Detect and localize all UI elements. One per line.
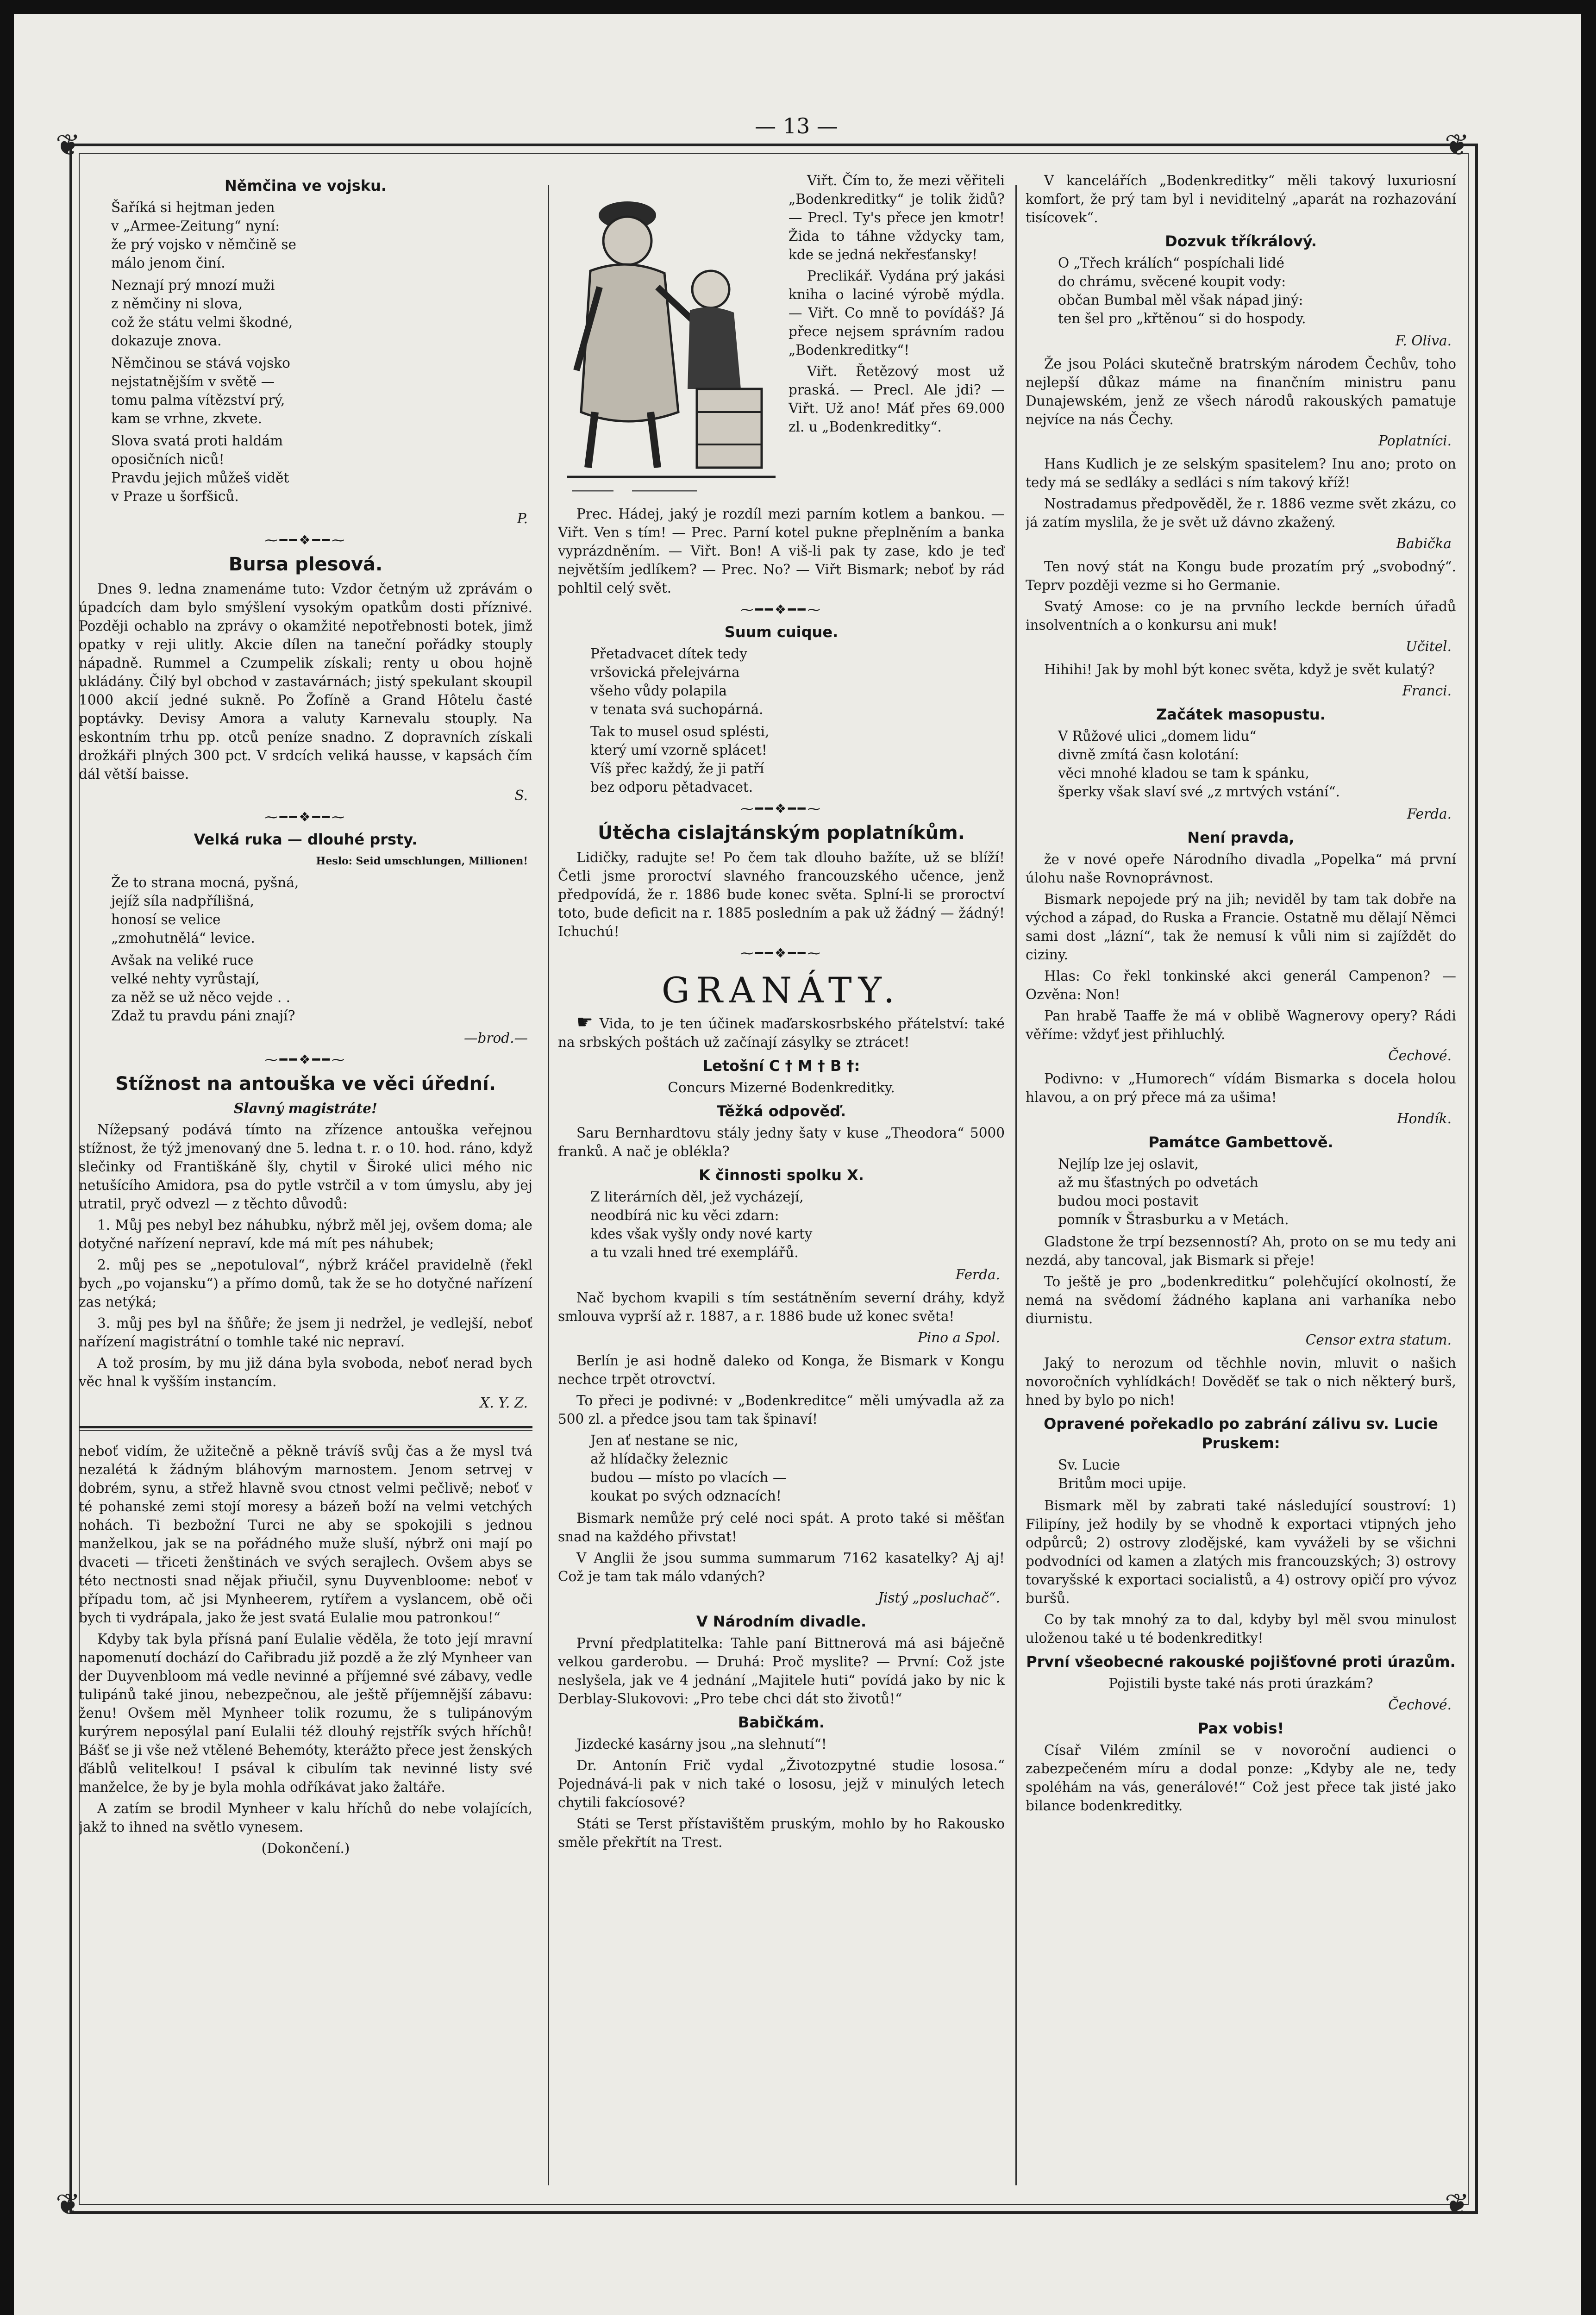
article-text: 3. můj pes byl na šňůře; že jsem ji nedržel, je vedlejší, neboť nařízení magistrátní o tomhle také nic nepraví. — [79, 1315, 532, 1350]
feuilleton-rule — [79, 1426, 532, 1431]
cartoon-illustration — [558, 171, 780, 500]
article-bursa — [79, 553, 532, 805]
item-text: Bismark měl by zabrati také následující soustroví: 1) Filipíny, jež hodily by se vhodně k exportaci vtipných jeho odpůrců; 2) ostrovy zlodějské, kam vyváželi by se všichni podvodníci od kamen a zlatých mis francouzských; 3) ostrovy tovaryšské k exportaci socialistů, a 4) ostrovy opičí pro vývoz buršů. — [1026, 1498, 1456, 1606]
verse: Šaříká si hejtman jeden v „Armee-Zeitung“ nyní: že prý vojsko v němčině se málo jenom činí. — [111, 200, 296, 271]
item-text: Státi se Terst přístavištěm pruským, mohlo by ho Rakousko směle překřtít na Trest. — [558, 1816, 1005, 1850]
item-text: V Anglii že jsou summa summarum 7162 kasatelky? Aj aj! Což je tam tak málo vdaných? — [558, 1550, 1005, 1584]
signature: Ferda. — [955, 1267, 1000, 1283]
article-text: Kdyby tak byla přísná paní Eulalie věděla, že toto její mravní napomenutí dochází do Cařibradu již pozdě a že zlý Mynheer van der Duyvenbloom má vedle nevinné a příjemné své zábavy, vedle tulipánů také jinou, nebezpečnou, ale ještě příjemnější zábavu: ženu! Ovšem měl Mynheer tolik rozumu, že s tulipánovým kurýrem neposýlal paní Eulalii též dlouhý rejstřík svých hříchů! Bášť se ji vše než vtělené Behemóty, kterážto přece jest ženských ďáblů velitelkou! I psával k cibulím tak nevinné listy své manželce, že by je byla mohla odříkávat jako žaltáře. — [79, 1631, 532, 1795]
article-nemcina — [79, 176, 532, 528]
item-title: První všeobecné rakouské pojišťovné proti úrazům. — [1026, 1653, 1456, 1671]
item-text: Concurs Mizerné Bodenkreditky. — [668, 1080, 895, 1095]
signature: Babička — [1396, 536, 1452, 551]
signature: Censor extra statum. — [1305, 1332, 1452, 1348]
article-text: Vida, to je ten účinek maďarskosrbského přátelství: také na srbských poštách už začínají zásylky se ztrácet! — [558, 1016, 1005, 1050]
item-text: Pojistili byste také nás proti úrazkám? — [1108, 1676, 1373, 1691]
divider-ornament: ⁓━━❖━━⁓ — [264, 809, 347, 825]
signature: P. — [517, 511, 528, 526]
signature: Poplatníci. — [1378, 433, 1452, 449]
item-text: Saru Bernhardtovu stály jedny šaty v kuse „Theodora“ 5000 franků. A nač je oblékla? — [558, 1125, 1005, 1159]
article-title: Němčina ve vojsku. — [224, 177, 387, 194]
item-text: V kancelářích „Bodenkreditky“ měli takový luxuriosní komfort, že prý tam byl i neviditelný „aparát na rozhazování tisícovek“. — [1026, 173, 1456, 225]
item-title: V Národním divadle. — [696, 1613, 867, 1630]
verse: V Růžové ulici „domem lidu“ divně zmítá časn kolotání: věci mnohé kladou se tam k spánku, šperky však slaví své „z mrtvých vstání“. — [1058, 728, 1340, 800]
verse: Slova svatá proti haldám oposičních niců! Pravdu jejich můžeš vidět v Praze u šorfšiců. — [111, 433, 289, 504]
signature: Čechové. — [1388, 1697, 1452, 1713]
article-text: A tož prosím, by mu již dána byla svoboda, neboť nerad bych věc hnal k vyšším instancím. — [79, 1355, 532, 1389]
corner-ornament-icon: ❦ — [56, 128, 81, 163]
divider-ornament: ⁓━━❖━━⁓ — [264, 532, 347, 548]
article-text: A zatím se brodil Mynheer v kalu hříchů do nebe volajících, jakž to ihned na světlo vynesem. — [79, 1801, 532, 1835]
item-text: Bismark nemůže prý celé noci spát. A proto také si měšťan snad na každého přivstat! — [558, 1510, 1005, 1545]
signature: —brod.— — [463, 1030, 528, 1046]
item-text: Pan hrabě Taaffe že má v oblibě Wagnerovy opery? Rádi věříme: vždyť jest přihluchlý. — [1026, 1008, 1456, 1042]
article-stiznost — [79, 1072, 532, 1412]
article-utecha — [558, 821, 1005, 941]
item-text: Jizdecké kasárny jsou „na slehnutí“! — [576, 1736, 827, 1752]
column-3 — [1026, 171, 1456, 2315]
article-text: neboť vidím, že užitečně a pěkně trávíš svůj čas a že mysl tvá nezalétá k žádným bláhovým marnostem. Jenom setrvej v dobrém, synu, a střež hlavně svou ctnost velmi pečlivě; neboť v té pohanské zemi stojí moresy a bázeň boží na velmi vetchých nohách. Ti bezbožní Turci ne aby se spokojili s jednou manželkou, jak se na pořádného muže sluší, nýbrž oni mají po dvaceti — třiceti ženštinách ve svých serajlech. Ovšem abys se této nectnosti snad nějak přiučil, synu Duyvenbloome: neboť v případu tom, ač jsi Mynheerem, rytířem a vyslancem, obě oči bych ti vydrápala, jako že jest svatá Eulalie mou patronkou!“ — [79, 1443, 532, 1626]
section-granaty — [558, 970, 1005, 1852]
item-text: že v nové opeře Národního divadla „Popelka“ má první úlohu naše Rovnoprávnost. — [1026, 851, 1456, 886]
item-title: Památce Gambettově. — [1148, 1133, 1333, 1151]
article-velka-ruka — [79, 830, 532, 1047]
column-divider — [1015, 185, 1017, 2185]
item-title: Těžká odpověď. — [716, 1102, 846, 1120]
article-title: Útěcha cislajtánským poplatníkům. — [598, 822, 965, 844]
signature: S. — [514, 788, 528, 803]
signature: F. Oliva. — [1395, 333, 1452, 349]
item-text: Berlín je asi hodně daleko od Konga, že Bismark v Kongu nechce trpět otrovctví. — [558, 1353, 1005, 1387]
item-text: Hihihi! Jak by mohl být konec světa, když je svět kulatý? — [1044, 662, 1435, 677]
item-text: To ještě je pro „bodenkreditku“ polehčující okolností, že nemá na svědomí žádného kaplana ani varhaníka nebo diurnistu. — [1026, 1274, 1456, 1326]
corner-ornament-icon: ❦ — [56, 2188, 81, 2222]
verse: O „Třech králích“ pospíchali lidé do chrámu, svěcené koupit vody: občan Bumbal měl však nápad jiný: ten šel pro „křtěnou“ si do hospody. — [1058, 255, 1306, 326]
column-divider — [548, 185, 549, 2185]
item-title: Pax vobis! — [1197, 1720, 1284, 1737]
item-text: Že jsou Poláci skutečně bratrským národem Čechův, toho nejlepší důkaz máme na finančním ministru panu Dunajewském, jenž ze všech národů rakouských pamatuje nejvíce na nás Čechy. — [1026, 356, 1456, 427]
dialogue-text: Preclikář. Vydána prý jakási kniha o laciné výrobě mýdla. — Viřt. Co mně to povídáš? Já přece nejsem správním radou „Bodenkreditky“! — [789, 268, 1005, 358]
divider-ornament: ⁓━━❖━━⁓ — [740, 801, 822, 816]
article-text: Dnes 9. ledna znamenáme tuto: Vzdor četným už zprávám o úpadcích dam bylo smýšlení vysokým opatkům dosti příznivé. Později ochablo na zprávy o okamžité nepotřebnosti botek, jimž opatky v reji ulitly. Akcie dílen na taneční pořádky stouply nápadně. Rummel a Czumpelik získali; renty u obou hojně ukládány. Čilý byl obchod v zastavárnách; jistý spekulant skoupil 1000 akcií jedné sukně. Po Žofíně a Grand Hôtelu časté poptávky. Devisy Amora a valuty Karnevalu stouply. Na eskontním trhu pp. otců peníze snadno. Z dopravních získali drožkáři plných 300 pct. V srdcích veliká hausse, v kapsách čím dál větší baisse. — [79, 581, 532, 782]
verse: Že to strana mocná, pyšná, jejíž síla nadpřílišná, honosí se velice „zmohutnělá“ levice. — [111, 875, 299, 946]
article-text: 2. můj pes se „nepotuloval“, nýbrž kráčel pravidelně (řekl bych „po vojansku“) a přímo domů, tak že se ho dotyčné nařízení zas netýká; — [79, 1257, 532, 1310]
signature: X. Y. Z. — [480, 1395, 528, 1411]
article-text: 1. Můj pes nebyl bez náhubku, nýbrž měl jej, ovšem doma; ale dotyčné nařízení nepraví, kde má mít pes náhubek; — [79, 1217, 532, 1251]
article-title: Stížnost na antouška ve věci úřední. — [115, 1073, 496, 1095]
signature: Ferda. — [1407, 806, 1452, 822]
verse: Jen ať nestane se nic, až hlídačky železnic budou — místo po vlacích — koukat po svých odznacích! — [590, 1433, 787, 1504]
verse: Tak to musel osud splésti, který umí vzorně splácet! Víš přec každý, že ji patří bez odporu pětadvacet. — [590, 724, 770, 795]
item-text: Nač bychom kvapili s tím sestátněním severní dráhy, když smlouva vyprší až r. 1887, a r. 1886 bude už konec světa! — [558, 1290, 1005, 1324]
item-text: Nostradamus předpověděl, že r. 1886 vezme svět zkázu, co já zatím myslila, že je svět už dávno zkažený. — [1026, 496, 1456, 530]
verse: Sv. Lucie Britům moci upije. — [1058, 1457, 1187, 1491]
corner-ornament-icon: ❦ — [1445, 2188, 1470, 2222]
article-text: Nížepsaný podává tímto na zřízence antouška veřejnou stížnost, že týž jmenovaný dne 5. ledna t. r. o 10. hod. ráno, když slečinky od Františkáně šly, chytil v Široké ulici mého nic netušícího Amidora, psa do pytle vstrčil a v tom úmyslu, aby jej utratil, pryč odvezl — z těchto důvodů: — [79, 1122, 532, 1212]
item-text: Bismark nepojede prý na jih; neviděl by tam tak dobře na východ a západ, do Ruska a Francie. Ostatně mu dělají Němci sami dost „lázní“, tak že nemusí k vůli nim si zajíždět do ciziny. — [1026, 891, 1456, 963]
signature: Učitel. — [1406, 638, 1452, 654]
verse: Z literárních děl, jež vycházejí, neodbírá nic ku věci zdarn: kdes však vyšly ondy nové karty a tu vzali hned tré exemplářů. — [590, 1189, 813, 1260]
item-text: Gladstone že trpí bezsenností? Ah, proto on se mu tedy ani nezdá, aby tancoval, jak Bismark si přeje! — [1026, 1234, 1456, 1268]
section-title: GRANÁTY. — [661, 970, 901, 1011]
item-text: Hans Kudlich je ze selským spasitelem? Inu ano; proto on tedy má se sedláky a sedláci s ním takový kříž! — [1026, 456, 1456, 490]
signature: Čechové. — [1388, 1048, 1452, 1064]
column-1 — [79, 171, 532, 2315]
verse: Němčinou se stává vojsko nejstatnějším v světě — tomu palma vítězství prý, kam se vrhne, zkvete. — [111, 355, 290, 426]
verse: Přetadvacet dítek tedy vršovická přelejvárna všeho vůdy polapila v tenata svá suchopárná. — [590, 646, 764, 717]
signature: Jistý „posluchač“. — [878, 1590, 1000, 1606]
motto: Heslo: Seid umschlungen, Millionen! — [316, 855, 528, 867]
item-text: Co by tak mnohý za to dal, kdyby byl měl svou minulost uloženou také u té bodenkreditky! — [1026, 1612, 1456, 1646]
item-text: Svatý Amose: co je na prvního leckde berních úřadů insolventních a o konkursu ani muk! — [1026, 599, 1456, 633]
pointing-hand-icon: ☛ — [576, 1012, 593, 1033]
item-title: Není pravda, — [1187, 829, 1295, 846]
item-text: Podivno: v „Humorech“ vídám Bismarka s docela holou hlavou, a on prý přece má za ušima! — [1026, 1071, 1456, 1105]
dialogue-text: Viřt. Řetězový most už praská. — Precl. Ale jdi? — Viřt. Už ano! Máť přes 69.000 zl. u „Bodenkreditky“. — [789, 363, 1005, 435]
divider-ornament: ⁓━━❖━━⁓ — [264, 1052, 347, 1067]
corner-ornament-icon: ❦ — [1445, 128, 1470, 163]
item-title: Letošní C † M † B †: — [702, 1057, 860, 1075]
article-title: Velká ruka — dlouhé prsty. — [194, 831, 418, 848]
verse: Neznají prý mnozí muži z němčiny ni slova, což že státu velmi škodné, dokazuje znova. — [111, 277, 293, 349]
item-title: Dozvuk tříkrálový. — [1165, 232, 1317, 250]
item-text: Císař Vilém zmínil se v novoroční audienci o zabezpečeném míru a dodal ponze: „Kdyby ale ne, tedy spoléhám na vás, generálové!“ Což jest přece tak jisté jako bilance bodenkreditky. — [1026, 1742, 1456, 1814]
page-number: — 13 — — [755, 113, 838, 138]
item-text: Jaký to nerozum od těchhle novin, mluvit o našich novoročních vyhlídkách! Dověděť se tak o nich některý burš, hned by bylo po nich! — [1026, 1355, 1456, 1408]
item-text: První předplatitelka: Tahle paní Bittnerová má asi báječně velkou garderobu. — Druhá: Proč myslite? — První: Což jste neslyšela, jak ve 4 jednání „Majitele huti“ povídá jako by nic k Derblay-Slukovovi: „Pro tebe chci dát sto životů!“ — [558, 1635, 1005, 1707]
signature: Franci. — [1402, 683, 1452, 699]
item-text: Ten nový stát na Kongu bude prozatím prý „svobodný“. Teprv později vezme si ho Germanie. — [1026, 559, 1456, 593]
serial-story — [79, 1442, 532, 1858]
verse: Nejlíp lze jej oslavit, až mu šťastných po odvetách budou moci postavit pomník v Štrasburku a v Metách. — [1058, 1156, 1289, 1227]
divider-ornament: ⁓━━❖━━⁓ — [740, 602, 822, 617]
item-text: Dr. Antonín Frič vydal „Životozpytné studie lososa.“ Pojednává-li pak v nich také o lososu, jejž v minulých letech chytili fakcíosové? — [558, 1758, 1005, 1810]
signature: Pino a Spol. — [917, 1330, 1000, 1345]
article-suum-cuique — [558, 622, 1005, 796]
salutation: Slavný magistráte! — [233, 1100, 378, 1116]
dialogue-text: Viřt. Čím to, že mezi věřiteli „Bodenkreditky“ je tolik židů? — Precl. Ty's přece jen kmotr! Žida to táhne vždycky tam, kde se jedná nekřesťansky! — [789, 173, 1005, 263]
continuation-note: (Dokončení.) — [261, 1840, 350, 1856]
item-title: Babičkám. — [738, 1714, 825, 1731]
item-title: Začátek masopustu. — [1156, 706, 1326, 723]
dialogue-text: Prec. Hádej, jaký je rozdíl mezi parním kotlem a bankou. — Viřt. Ven s tím! — Prec. Parní kotel pukne přeplněním a banka vyprázdněním. — Viřt. Bon! A viš-li pak ty zase, kdo je teď největším jedlíkem? — Prec. No? — Viřt Bismark; neboť by rád pohltil celý svět. — [558, 506, 1005, 596]
article-title: Suum cuique. — [724, 623, 839, 641]
item-text: To přeci je podivné: v „Bodenkreditce“ měli umývadla až za 500 zl. a předce jsou tam tak špinaví! — [558, 1393, 1005, 1427]
item-title: Opravené pořekadlo po zabrání zálivu sv. Lucie Pruskem: — [1044, 1415, 1438, 1452]
signature: Hondík. — [1396, 1111, 1452, 1126]
column-2 — [558, 171, 1005, 2315]
item-title: K činnosti spolku X. — [699, 1166, 864, 1184]
article-title: Bursa plesová. — [228, 554, 383, 575]
article-text: Lidičky, radujte se! Po čem tak dlouho bažíte, už se blíží! Četli jsme proroctví slavného francouzského učence, jenž předpovídá, že r. 1886 bude konec světa. Splní-li se proroctví toto, bude deficit na r. 1885 posledním a pak už žádný — žádný! Ichuchú! — [558, 850, 1005, 939]
divider-ornament: ⁓━━❖━━⁓ — [740, 945, 822, 961]
item-text: Hlas: Co řekl tonkinské akci generál Campenon? — Ozvěna: Non! — [1026, 968, 1456, 1002]
verse: Avšak na veliké ruce velké nehty vyrůstají, za něž se už něco vejde . . Zdaž tu pravdu páni znají? — [111, 952, 295, 1024]
